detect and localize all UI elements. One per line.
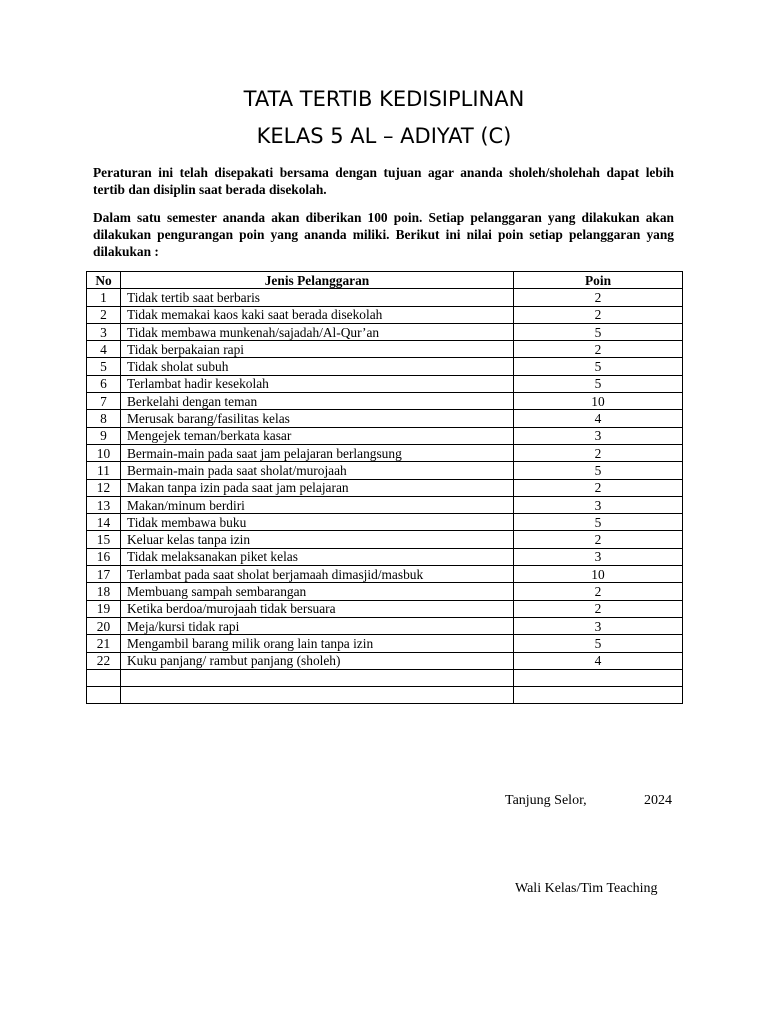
signature-title: Wali Kelas/Tim Teaching xyxy=(515,881,658,896)
table-row xyxy=(87,375,683,392)
row-violation: Membuang sampah sembarangan xyxy=(121,583,514,600)
row-number: 8 xyxy=(87,410,121,427)
row-number: 17 xyxy=(87,566,121,583)
row-number xyxy=(87,687,121,704)
table-row xyxy=(87,531,683,548)
row-points: 5 xyxy=(514,514,683,531)
row-violation: Makan/minum berdiri xyxy=(121,496,514,513)
row-number: 19 xyxy=(87,600,121,617)
row-number: 2 xyxy=(87,306,121,323)
row-points: 2 xyxy=(514,479,683,496)
row-number: 22 xyxy=(87,652,121,669)
row-points: 5 xyxy=(514,323,683,340)
table-row xyxy=(87,669,683,686)
row-points: 10 xyxy=(514,566,683,583)
row-points: 3 xyxy=(514,427,683,444)
table-body xyxy=(87,289,683,704)
row-number: 18 xyxy=(87,583,121,600)
row-number: 1 xyxy=(87,289,121,306)
row-points: 2 xyxy=(514,306,683,323)
row-points: 2 xyxy=(514,600,683,617)
row-number: 7 xyxy=(87,393,121,410)
row-number: 13 xyxy=(87,496,121,513)
points-paragraph: Dalam satu semester ananda akan diberikan 100 poin. Setiap pelanggaran yang dilakukan akan dilakukan pengurangan poin yang ananda miliki. Berikut ini nilai poin setiap pelanggaran yang dilakukan : xyxy=(93,210,674,259)
signature-year: 2024 xyxy=(644,793,672,808)
row-violation: Berkelahi dengan teman xyxy=(121,393,514,410)
table-row xyxy=(87,514,683,531)
row-number: 16 xyxy=(87,548,121,565)
row-points: 5 xyxy=(514,375,683,392)
table-row xyxy=(87,687,683,704)
violations-table xyxy=(86,271,683,704)
row-violation xyxy=(121,669,514,686)
table-row xyxy=(87,462,683,479)
row-points: 2 xyxy=(514,583,683,600)
table-row xyxy=(87,617,683,634)
row-points: 2 xyxy=(514,444,683,461)
row-points: 4 xyxy=(514,652,683,669)
row-violation: Mengejek teman/berkata kasar xyxy=(121,427,514,444)
table-row xyxy=(87,427,683,444)
header-no: No xyxy=(87,272,121,289)
header-jenis-pelanggaran: Jenis Pelanggaran xyxy=(121,272,514,289)
row-number: 5 xyxy=(87,358,121,375)
row-points: 5 xyxy=(514,462,683,479)
row-violation: Tidak sholat subuh xyxy=(121,358,514,375)
row-points: 2 xyxy=(514,289,683,306)
table-row xyxy=(87,600,683,617)
table-header-row xyxy=(87,272,683,289)
row-points: 3 xyxy=(514,548,683,565)
table-row xyxy=(87,548,683,565)
table-row xyxy=(87,410,683,427)
document-title: TATA TERTIB KEDISIPLINAN xyxy=(243,87,525,111)
row-number: 21 xyxy=(87,635,121,652)
table-row xyxy=(87,306,683,323)
table-row xyxy=(87,341,683,358)
table-row xyxy=(87,358,683,375)
row-points: 3 xyxy=(514,496,683,513)
table-row xyxy=(87,323,683,340)
row-points: 5 xyxy=(514,358,683,375)
row-points: 5 xyxy=(514,635,683,652)
row-points: 10 xyxy=(514,393,683,410)
row-number: 6 xyxy=(87,375,121,392)
table-row xyxy=(87,583,683,600)
row-number: 3 xyxy=(87,323,121,340)
intro-paragraph: Peraturan ini telah disepakati bersama dengan tujuan agar ananda sholeh/sholehah dapat lebih tertib dan disiplin saat berada disekolah. xyxy=(93,165,674,197)
row-number: 14 xyxy=(87,514,121,531)
table-row xyxy=(87,496,683,513)
row-violation: Tidak berpakaian rapi xyxy=(121,341,514,358)
row-violation: Bermain-main pada saat sholat/murojaah xyxy=(121,462,514,479)
table-row xyxy=(87,289,683,306)
table-row xyxy=(87,393,683,410)
row-number: 4 xyxy=(87,341,121,358)
row-points xyxy=(514,669,683,686)
row-number: 15 xyxy=(87,531,121,548)
row-number: 11 xyxy=(87,462,121,479)
table-row xyxy=(87,479,683,496)
row-violation: Merusak barang/fasilitas kelas xyxy=(121,410,514,427)
row-violation: Tidak membawa munkenah/sajadah/Al-Qur’an xyxy=(121,323,514,340)
table-row xyxy=(87,652,683,669)
row-violation: Keluar kelas tanpa izin xyxy=(121,531,514,548)
signature-place: Tanjung Selor, xyxy=(505,793,587,808)
row-violation: Mengambil barang milik orang lain tanpa izin xyxy=(121,635,514,652)
row-violation: Kuku panjang/ rambut panjang (sholeh) xyxy=(121,652,514,669)
row-number: 12 xyxy=(87,479,121,496)
header-poin: Poin xyxy=(514,272,683,289)
table-row xyxy=(87,444,683,461)
row-number: 10 xyxy=(87,444,121,461)
document-subtitle: KELAS 5 AL – ADIYAT (C) xyxy=(256,124,512,148)
row-points: 4 xyxy=(514,410,683,427)
row-violation: Ketika berdoa/murojaah tidak bersuara xyxy=(121,600,514,617)
row-violation: Terlambat hadir kesekolah xyxy=(121,375,514,392)
row-points: 3 xyxy=(514,617,683,634)
row-points: 2 xyxy=(514,341,683,358)
row-violation: Makan tanpa izin pada saat jam pelajaran xyxy=(121,479,514,496)
table-row xyxy=(87,566,683,583)
row-violation: Tidak memakai kaos kaki saat berada disekolah xyxy=(121,306,514,323)
row-violation: Bermain-main pada saat jam pelajaran berlangsung xyxy=(121,444,514,461)
row-number: 9 xyxy=(87,427,121,444)
row-violation: Tidak tertib saat berbaris xyxy=(121,289,514,306)
row-points xyxy=(514,687,683,704)
row-violation: Tidak membawa buku xyxy=(121,514,514,531)
row-number xyxy=(87,669,121,686)
row-violation: Meja/kursi tidak rapi xyxy=(121,617,514,634)
table-row xyxy=(87,635,683,652)
row-number: 20 xyxy=(87,617,121,634)
row-violation: Terlambat pada saat sholat berjamaah dimasjid/masbuk xyxy=(121,566,514,583)
row-violation: Tidak melaksanakan piket kelas xyxy=(121,548,514,565)
row-points: 2 xyxy=(514,531,683,548)
row-violation xyxy=(121,687,514,704)
